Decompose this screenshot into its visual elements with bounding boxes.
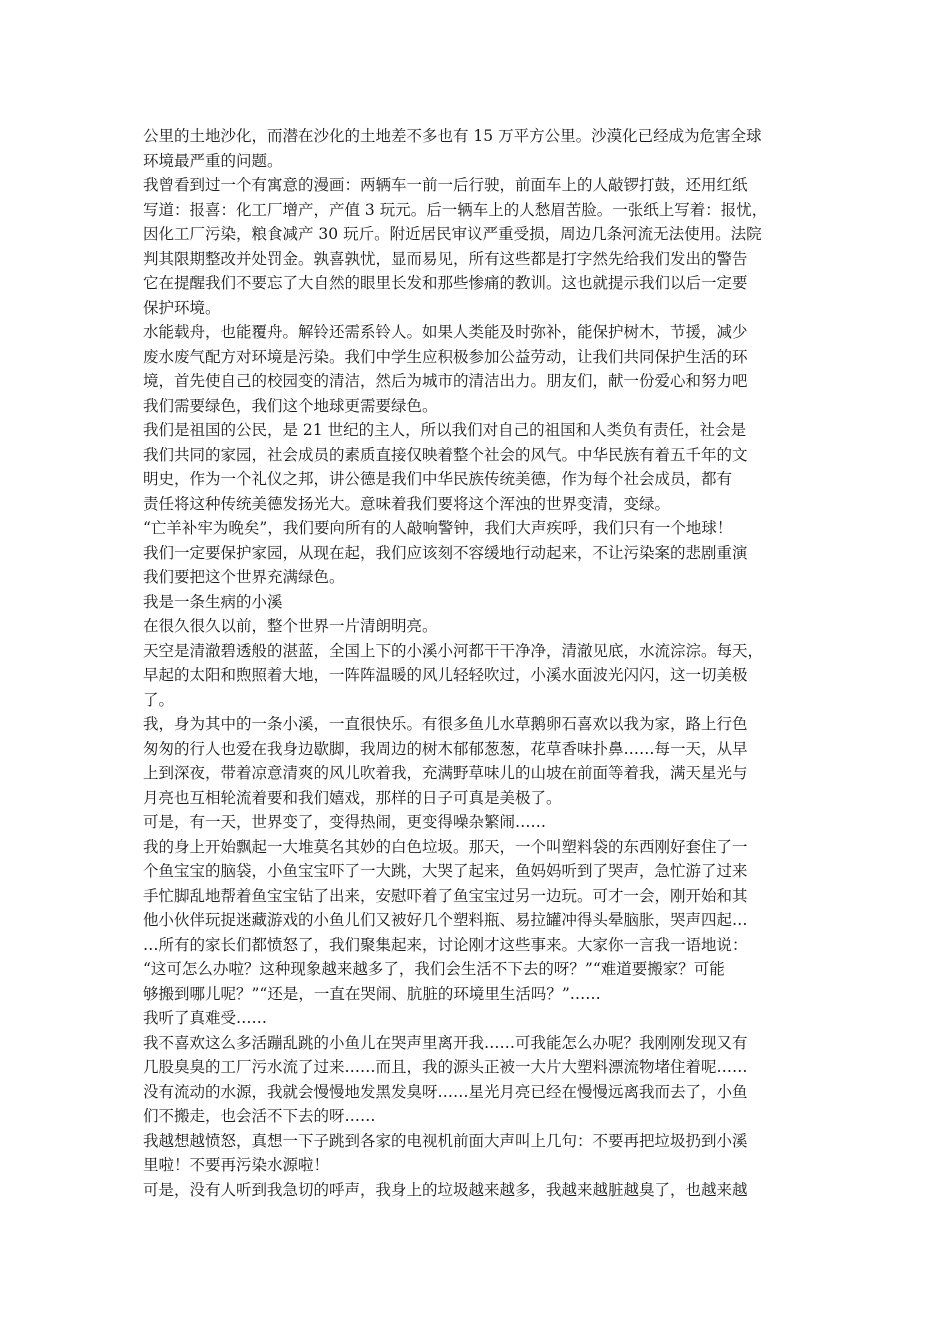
text-line: 我不喜欢这么多活蹦乱跳的小鱼儿在哭声里离开我……可我能怎么办呢？我刚刚发现又有 <box>143 1033 748 1052</box>
text-line: 废水废气配方对环境是污染。我们中学生应积极参加公益劳动，让我们共同保护生活的环 <box>143 347 748 366</box>
text-line: 早起的太阳和煦照着大地，一阵阵温暖的风儿轻轻吹过，小溪水面波光闪闪，这一切美极 <box>143 666 748 684</box>
text-line: …所有的家长们都愤怒了，我们聚集起来，讨论刚才这些事来。大家你一言我一语地说： <box>143 935 748 954</box>
text-line: 可是，有一天，世界变了，变得热闹，更变得噪杂繁闹…… <box>143 813 547 831</box>
text-line: 个鱼宝宝的脑袋，小鱼宝宝吓了一大跳，大哭了起来，鱼妈妈听到了哭声，急忙游了过来 <box>143 862 748 880</box>
text-line: 我是一条生病的小溪 <box>143 592 283 611</box>
text-line: 我们需要绿色，我们这个地球更需要绿色。 <box>143 396 438 415</box>
text-line: 保护环境。 <box>143 298 221 317</box>
text-line: 我，身为其中的一条小溪，一直很快乐。有很多鱼儿水草鹅卵石喜欢以我为家，路上行色 <box>143 715 748 733</box>
text-line: 水能载舟，也能覆舟。解铃还需系铃人。如果人类能及时弥补，能保护树木，节援，减少 <box>143 323 748 341</box>
text-line: 我的身上开始飘起一大堆莫名其妙的白色垃圾。那天，一个叫塑料袋的东西刚好套住了一 <box>143 837 748 856</box>
text-line: 他小伙伴玩捉迷藏游戏的小鱼儿们又被好几个塑料瓶、易拉罐冲得头晕脑胀，哭声四起… <box>143 911 748 929</box>
text-line: 我们一定要保护家园，从现在起，我们应该刻不容缓地行动起来，不让污染案的悲剧重演 <box>143 543 748 562</box>
text-line: 判其限期整改并处罚金。孰喜孰忧，显而易见，所有这些都是打字然先给我们发出的警告 <box>143 249 748 268</box>
text-line: “这可怎么办啦？这种现象越来越多了，我们会生活不下去的呀？”“难道要搬家？可能 <box>143 960 725 978</box>
text-line: 手忙脚乱地帮着鱼宝宝钻了出来，安慰吓着了鱼宝宝过另一边玩。可才一会，刚开始和其 <box>143 886 748 905</box>
text-line: 因化工厂污染，粮食减产 30 玩斤。附近居民审议严重受损，周边几条河流无法使用。法院 <box>143 225 762 243</box>
text-line: 它在提醒我们不要忘了大自然的眼里长发和那些惨痛的教训。这也就提示我们以后一定要 <box>143 274 748 292</box>
text-line: 里啦！不要再污染水源啦！ <box>143 1156 330 1174</box>
text-line: 环境最严重的问题。 <box>143 151 283 170</box>
text-line: 写道：报喜：化工厂增产，产值 3 玩元。后一辆车上的人愁眉苦脸。一张纸上写着：报忧， <box>143 200 768 219</box>
text-line: 我们要把这个世界充满绿色。 <box>143 568 345 586</box>
text-line: 匆匆的行人也爱在我身边歇脚，我周边的树木郁郁葱葱，花草香味扑鼻……每一天，从早 <box>143 739 748 758</box>
text-line: 我们是祖国的公民，是 21 世纪的主人，所以我们对自己的祖国和人类负有责任，社会是 <box>143 421 747 439</box>
text-line: 了。 <box>143 690 175 709</box>
text-line: 可是，没有人听到我急切的呼声，我身上的垃圾越来越多，我越来越脏越臭了，也越来越 <box>143 1180 748 1199</box>
text-line: 上到深夜，带着凉意清爽的风儿吹着我，充满野草味儿的山坡在前面等着我，满天星光与 <box>143 764 748 782</box>
text-line: 责任将这种传统美德发扬光大。意味着我们要将这个浑浊的世界变清，变绿。 <box>143 494 671 513</box>
text-line: 明史，作为一个礼仪之邦，讲公德是我们中华民族传统美德，作为每个社会成员，都有 <box>143 470 733 488</box>
text-line: 我越想越愤怒，真想一下子跳到各家的电视机前面大声叫上几句：不要再把垃圾扔到小溪 <box>143 1131 748 1150</box>
document-body-text <box>143 124 813 1202</box>
text-line: 月亮也互相轮流着要和我们嬉戏，那样的日子可真是美极了。 <box>143 788 562 807</box>
text-line: 我曾看到过一个有寓意的漫画：两辆车一前一后行驶，前面车上的人敲锣打鼓，还用红纸 <box>143 176 748 194</box>
text-line: 我听了真难受…… <box>143 1009 268 1027</box>
text-line: 们不搬走，也会活不下去的呀…… <box>143 1107 376 1125</box>
text-line: 在很久很久以前，整个世界一片清朗明亮。 <box>143 617 438 635</box>
text-line: 没有流动的水源，我就会慢慢地发黑发臭呀……星光月亮已经在慢慢远离我而去了，小鱼 <box>143 1082 748 1101</box>
text-line: 境，首先使自己的校园变的清洁，然后为城市的清洁出力。朋友们，献一份爱心和努力吧 <box>143 372 748 390</box>
text-line: 够搬到哪儿呢？”“还是，一直在哭闹、肮脏的环境里生活吗？”…… <box>143 984 601 1003</box>
text-line: 我们共同的家园，社会成员的素质直接仅映着整个社会的风气。中华民族有着五千年的文 <box>143 445 748 464</box>
text-line: “亡羊补牢为晚矣”，我们要向所有的人敲响警钟，我们大声疾呼，我们只有一个地球！ <box>143 519 733 537</box>
text-line: 几股臭臭的工厂污水流了过来……而且，我的源头正被一大片大塑料漂流物堵住着呢…… <box>143 1058 748 1076</box>
text-line: 天空是清澈碧透般的湛蓝，全国上下的小溪小河都干干净净，清澈见底，水流淙淙。每天， <box>143 641 764 660</box>
text-line: 公里的土地沙化，而潜在沙化的土地差不多也有 15 万平方公里。沙漠化已经成为危害全球 <box>143 127 762 145</box>
